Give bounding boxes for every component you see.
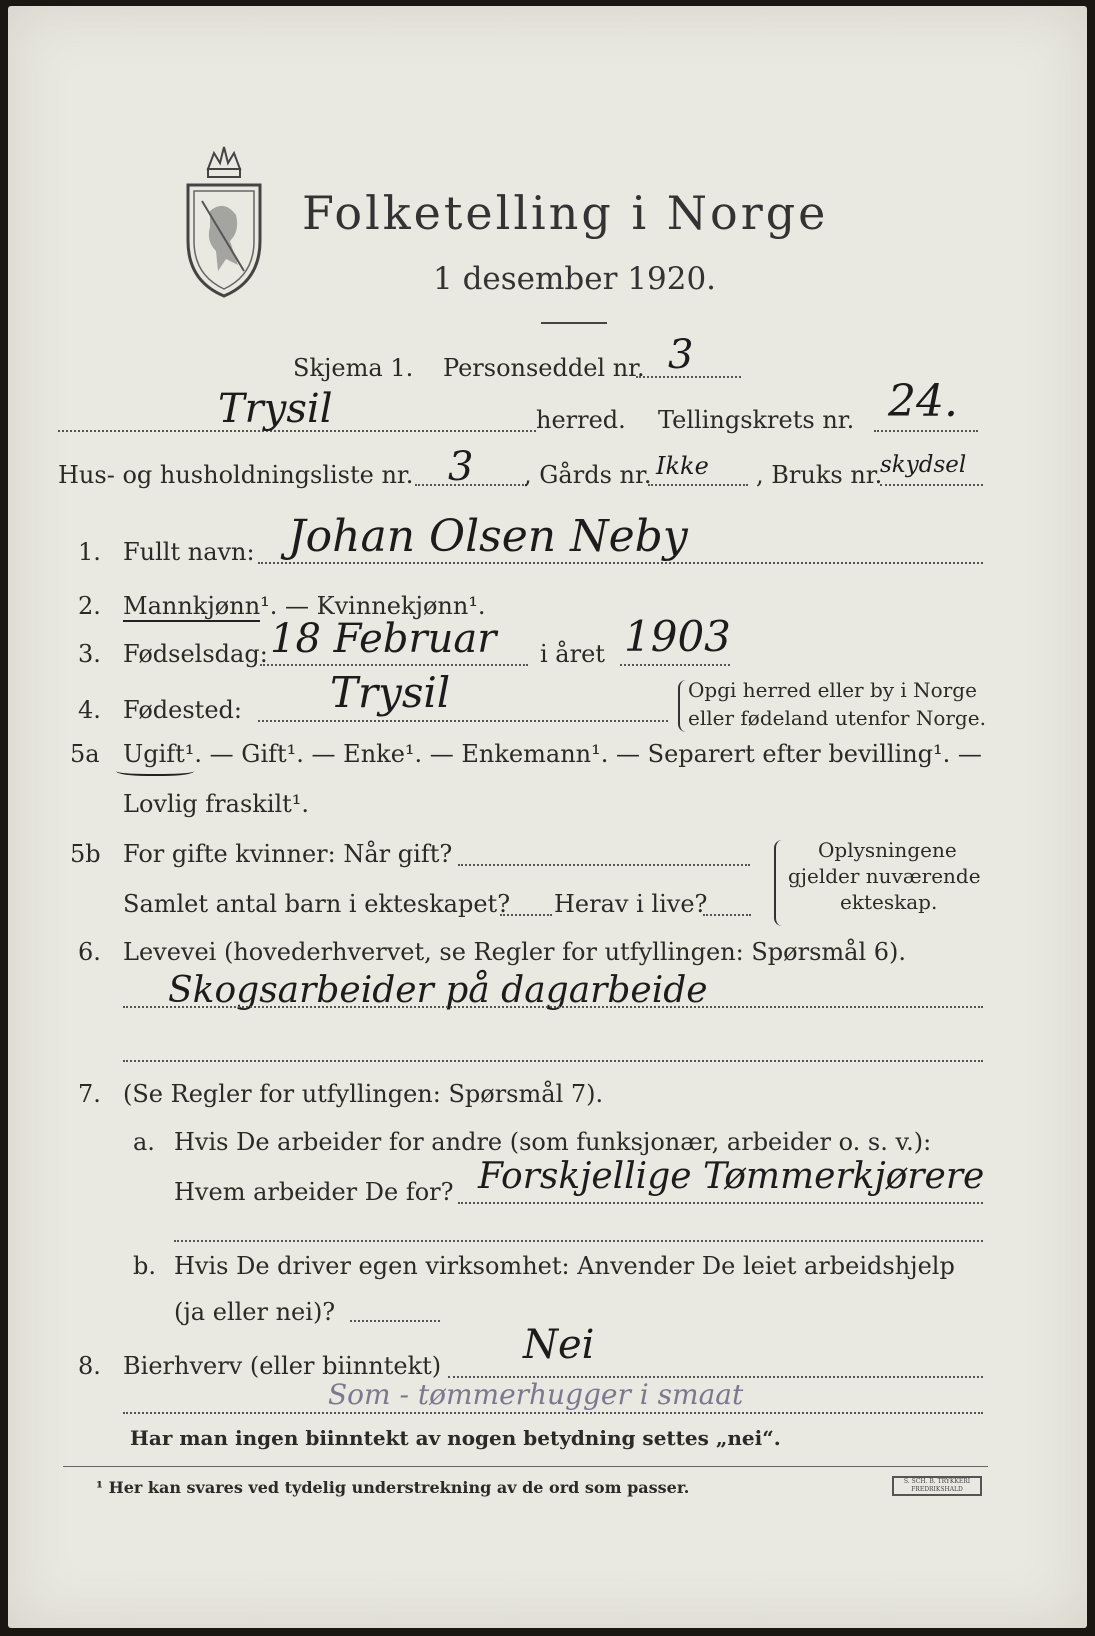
- q5b-married-label: For gifte kvinner: Når gift?: [123, 840, 453, 868]
- q4-note-line2: eller fødeland utenfor Norge.: [688, 706, 986, 730]
- herred-label: herred.: [536, 406, 626, 434]
- q5b-note-brace: [774, 840, 782, 926]
- bruks-value[interactable]: skydsel: [880, 452, 967, 478]
- side-income-pencil-note[interactable]: Som - tømmerhugger i smaat: [328, 1378, 744, 1411]
- ugift-underline-mark: [116, 764, 194, 776]
- q4-note-brace: [678, 680, 686, 732]
- printer-stamp: S. SCH. B. TRYKKERI FREDRIKSHALD: [892, 1476, 982, 1496]
- tellingskrets-label: Tellingskrets nr.: [658, 406, 855, 434]
- married-when-line: [458, 864, 750, 866]
- personseddel-value[interactable]: 3: [668, 332, 694, 378]
- birthplace-value[interactable]: Trysil: [330, 668, 451, 717]
- q4-label: Fødested:: [123, 696, 242, 724]
- q4-number: 4.: [78, 696, 101, 724]
- gards-line: [648, 484, 748, 486]
- footnote: ¹ Her kan svares ved tydelig understrekning av de ord som passer.: [96, 1478, 690, 1497]
- census-form-page: [8, 6, 1087, 1628]
- birthplace-line: [258, 720, 668, 722]
- male-option[interactable]: Mannkjønn: [123, 592, 261, 620]
- employer-value[interactable]: Forskjellige Tømmerkjørere: [478, 1156, 985, 1197]
- q7a-employer-label: Hvem arbeider De for?: [174, 1178, 454, 1206]
- birth-year-label: i året: [540, 640, 605, 668]
- hus-value[interactable]: 3: [448, 444, 474, 490]
- q8-number: 8.: [78, 1352, 101, 1380]
- q7b-letter: b.: [133, 1252, 156, 1280]
- q7a-letter: a.: [133, 1128, 155, 1156]
- lovlig-fraskilt-option[interactable]: Lovlig fraskilt¹.: [123, 790, 310, 818]
- q2-number: 2.: [78, 592, 101, 620]
- employer-line: [458, 1202, 983, 1204]
- schema-label: Skjema 1.: [293, 354, 414, 382]
- children-count-line: [500, 914, 552, 916]
- personseddel-label: Personseddel nr.: [443, 354, 645, 382]
- occupation-value[interactable]: Skogsarbeider på dagarbeide: [168, 970, 708, 1011]
- occupation-line1: [123, 1006, 983, 1008]
- full-name-value[interactable]: Johan Olsen Neby: [288, 511, 688, 562]
- q2-end: ¹.: [468, 592, 486, 620]
- tellingskrets-value[interactable]: 24.: [888, 376, 958, 427]
- gards-value[interactable]: Ikke: [656, 452, 709, 480]
- q5a-number: 5a: [70, 740, 100, 768]
- female-option[interactable]: Kvinnekjønn: [316, 592, 469, 620]
- q7a-question: Hvis De arbeider for andre (som funksjonær, arbeider o. s. v.):: [174, 1128, 932, 1156]
- hired-help-line: [350, 1320, 440, 1322]
- q5b-note-line2: gjelder nuværende: [788, 864, 981, 888]
- bruks-line: [880, 484, 983, 486]
- birth-year-value[interactable]: 1903: [624, 612, 731, 661]
- q4-note-line1: Opgi herred eller by i Norge: [688, 678, 977, 702]
- hus-label: Hus- og husholdningsliste nr.: [58, 461, 414, 489]
- q6-number: 6.: [78, 938, 101, 966]
- q6-label: Levevei (hovederhvervet, se Regler for utfyllingen: Spørsmål 6).: [123, 938, 907, 966]
- bruks-label: , Bruks nr.: [756, 461, 883, 489]
- tellingskrets-line: [874, 430, 978, 432]
- q7-number: 7.: [78, 1080, 101, 1108]
- q5b-note-line1: Oplysningene: [818, 838, 957, 862]
- gards-label: , Gårds nr.: [524, 461, 652, 489]
- birth-year-line: [620, 664, 730, 666]
- children-alive-line: [703, 914, 751, 916]
- q1-label: Fullt navn:: [123, 538, 255, 566]
- side-income-note: Har man ingen biinntekt av nogen betydning settes „nei“.: [130, 1426, 781, 1450]
- herred-value[interactable]: Trysil: [218, 386, 333, 432]
- title-divider: [541, 322, 607, 324]
- marital-status-options[interactable]: Ugift¹. — Gift¹. — Enke¹. — Enkemann¹. — Separert efter bevilling¹. —: [123, 740, 982, 768]
- form-title: Folketelling i Norge: [302, 186, 829, 240]
- q5b-note-line3: ekteskap.: [840, 890, 938, 914]
- norway-coat-of-arms-icon: [178, 141, 270, 301]
- side-income-value[interactable]: Nei: [523, 1322, 595, 1368]
- q5b-children-label: Samlet antal barn i ekteskapet?: [123, 890, 511, 918]
- census-date: 1 desember 1920.: [433, 261, 717, 297]
- q7b-question: Hvis De driver egen virksomhet: Anvender De leiet arbeidshjelp: [174, 1252, 955, 1280]
- q5b-number: 5b: [70, 840, 101, 868]
- side-income-line2: [123, 1412, 983, 1414]
- q7-label: (Se Regler for utfyllingen: Spørsmål 7).: [123, 1080, 604, 1108]
- birthday-line: [260, 664, 528, 666]
- q7b-yes-no-label: (ja eller nei)?: [174, 1298, 336, 1326]
- birthday-value[interactable]: 18 Februar: [270, 616, 497, 662]
- footnote-divider: [63, 1466, 988, 1467]
- q5b-alive-label: Herav i live?: [554, 890, 708, 918]
- q2-separator: ¹. —: [260, 592, 317, 620]
- occupation-line2: [123, 1060, 983, 1062]
- q1-number: 1.: [78, 538, 101, 566]
- q3-label: Fødselsdag:: [123, 640, 268, 668]
- q3-number: 3.: [78, 640, 101, 668]
- employer-line2: [174, 1240, 983, 1242]
- q1-line: [258, 562, 983, 564]
- q8-label: Bierhverv (eller biinntekt): [123, 1352, 442, 1380]
